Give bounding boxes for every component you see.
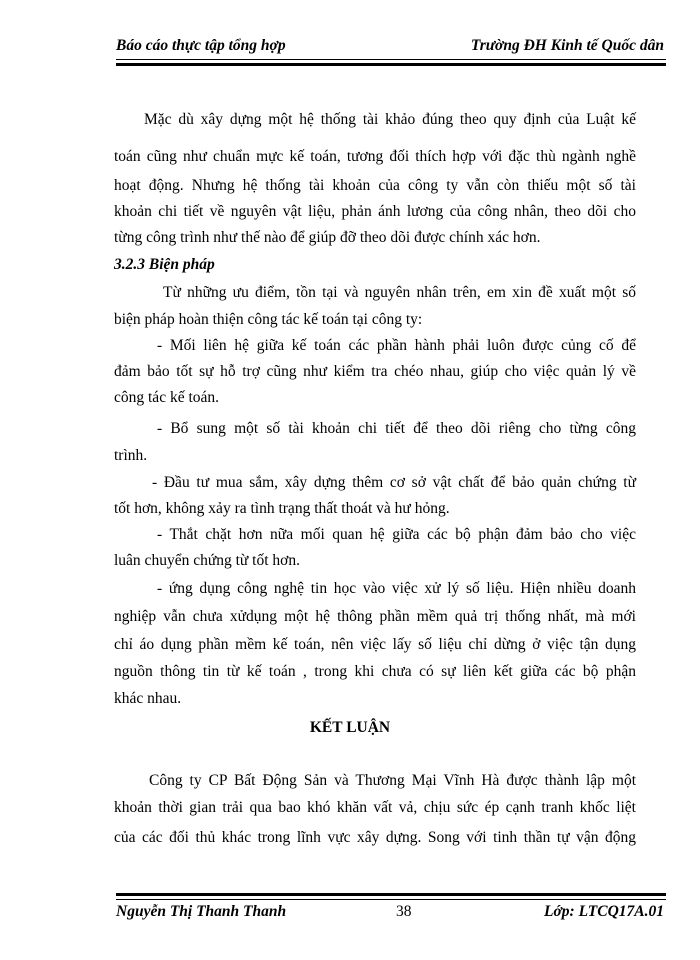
paragraph-line: chỉ áo dụng phần mềm kế toán, nên việc lấy số liệu chỉ dừng ở việc tận dụng bbox=[114, 636, 636, 653]
header-university: Trường ĐH Kinh tế Quốc dân bbox=[470, 37, 664, 54]
conclusion-title: KẾT LUẬN bbox=[309, 719, 391, 736]
page-header bbox=[116, 30, 666, 62]
paragraph-line: nghiệp vẫn chưa xửdụng một hệ thông phần mềm quả trị thống nhất, mà mới bbox=[114, 608, 636, 625]
paragraph-line: công tác kế toán. bbox=[114, 389, 220, 406]
footer-author: Nguyễn Thị Thanh Thanh bbox=[116, 903, 287, 920]
bullet-line: - Thắt chặt hơn nữa mối quan hệ giữa các bộ phận đảm bảo cho việc bbox=[157, 526, 636, 543]
paragraph-line: Công ty CP Bất Động Sản và Thương Mại Vĩnh Hà được thành lập một bbox=[149, 772, 636, 789]
bullet-line: - Bổ sung một số tài khoản chi tiết để theo dõi riêng cho từng công bbox=[157, 420, 636, 437]
bullet-line: - Mối liên hệ giữa kế toán các phần hành phải luôn được củng cố để bbox=[157, 337, 636, 354]
paragraph-line: luân chuyển chứng từ tốt hơn. bbox=[114, 552, 300, 569]
paragraph-line: hoạt động. Nhưng hệ thống tài khoản của công ty vẫn còn thiếu một số tài bbox=[114, 177, 636, 194]
paragraph-line: của các đối thủ khác trong lĩnh vực xây dựng. Song với tinh thần tự vận động bbox=[114, 829, 636, 846]
header-rule-thick bbox=[116, 63, 666, 66]
paragraph-line: nguồn thông tin từ kế toán , trong khi chưa có sự liên kết giữa các bộ phận bbox=[114, 663, 636, 680]
section-heading: 3.2.3 Biện pháp bbox=[114, 256, 215, 273]
paragraph-line: Mặc dù xây dựng một hệ thống tài khảo đúng theo quy định của Luật kế bbox=[144, 111, 636, 128]
header-report-title: Báo cáo thực tập tổng hợp bbox=[116, 37, 286, 54]
paragraph-line: khác nhau. bbox=[114, 690, 182, 707]
page-number: 38 bbox=[396, 903, 412, 920]
paragraph-line: khoản chi tiết về nguyên vật liệu, phản ánh lương của công nhân, theo dõi cho bbox=[114, 203, 636, 220]
footer-rule-thick bbox=[116, 893, 666, 896]
footer-class: Lớp: LTCQ17A.01 bbox=[544, 903, 664, 920]
paragraph-line: biện pháp hoàn thiện công tác kế toán tại công ty: bbox=[114, 311, 423, 328]
footer-rule-thin bbox=[116, 899, 666, 900]
paragraph-line: tốt hơn, không xảy ra tình trạng thất thoát và hư hỏng. bbox=[114, 500, 450, 517]
paragraph-line: khoản thời gian trải qua bao khó khăn vất vả, chịu sức ép cạnh tranh khốc liệt bbox=[114, 799, 636, 816]
bullet-line: - ứng dụng công nghệ tin học vào việc xử lý số liệu. Hiện nhiều doanh bbox=[157, 580, 636, 597]
paragraph-line: từng công trình như thế nào để giúp đỡ theo dõi được chính xác hơn. bbox=[114, 229, 541, 246]
bullet-line: - Đầu tư mua sắm, xây dựng thêm cơ sở vật chất để bảo quản chứng từ bbox=[152, 474, 636, 491]
header-rule-thin bbox=[116, 59, 666, 60]
paragraph-line: trình. bbox=[114, 447, 148, 464]
page-footer bbox=[116, 893, 666, 923]
paragraph-line: đảm bảo tốt sự hỗ trợ cũng như kiểm tra chéo nhau, giúp cho việc quản lý về bbox=[114, 363, 636, 380]
paragraph-line: toán cũng như chuẩn mực kế toán, tương đối thích hợp với đặc thù ngành nghề bbox=[114, 148, 636, 165]
paragraph-line: Từ những ưu điểm, tồn tại và nguyên nhân trên, em xin đề xuất một số bbox=[163, 284, 636, 301]
